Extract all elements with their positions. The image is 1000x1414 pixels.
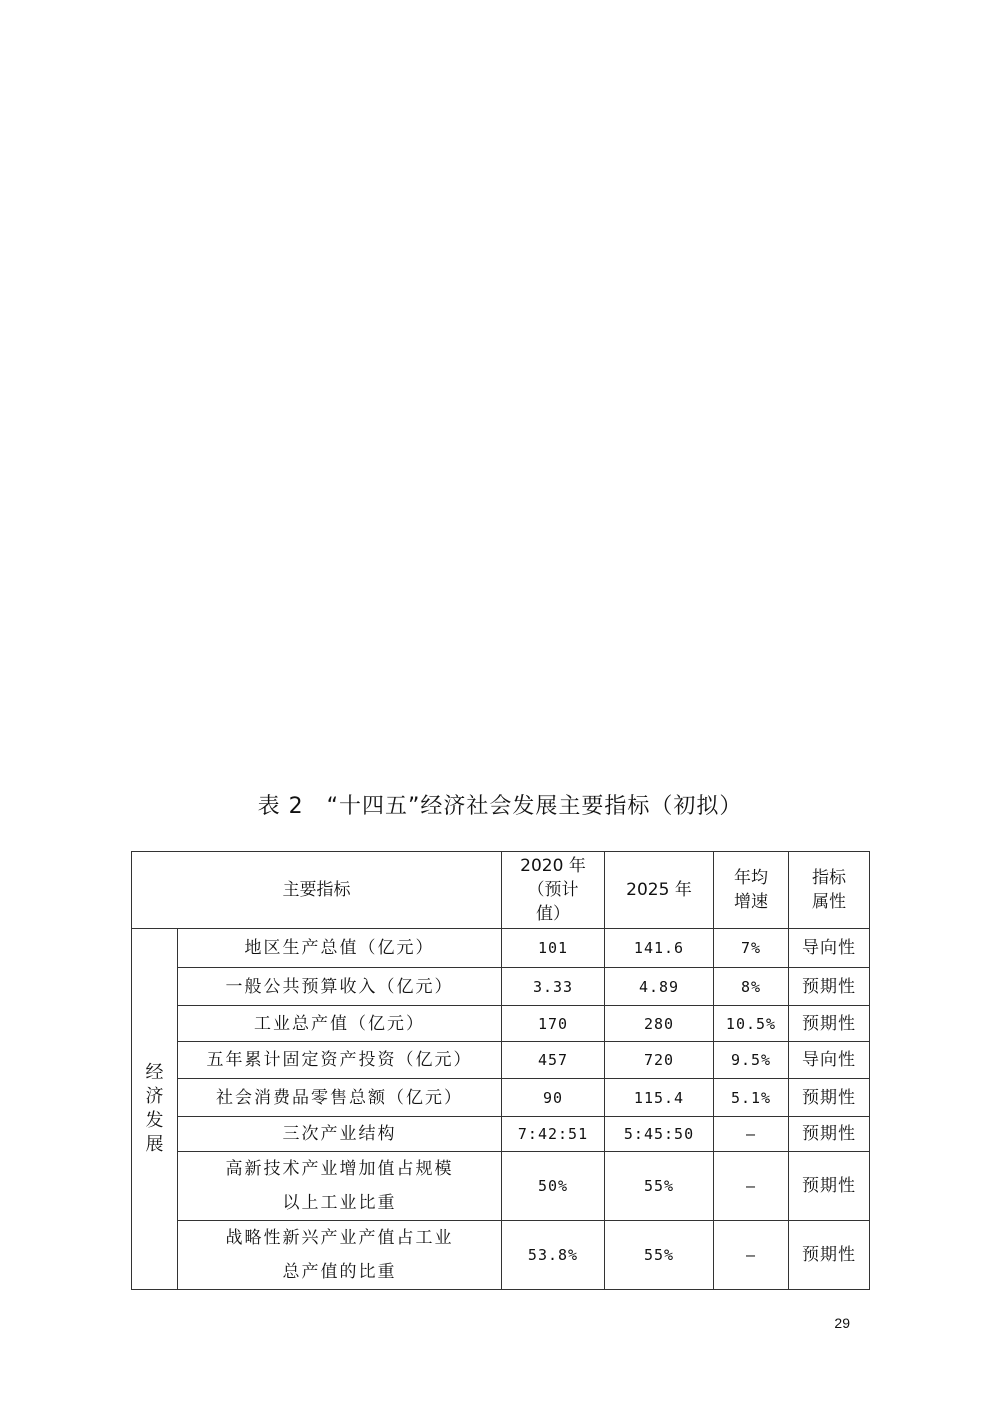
header-growth-line1: 年均	[734, 868, 768, 888]
value-2025: 141.6	[605, 929, 714, 968]
table-row	[132, 1117, 870, 1152]
value-2025: 55%	[605, 1152, 714, 1221]
category-char: 发	[145, 1110, 164, 1131]
header-2020-line2: （预计	[527, 880, 579, 900]
indicator-name	[178, 1221, 502, 1290]
indicator-attribute: 导向性	[789, 1042, 870, 1079]
header-2020-line1: 2020 年	[520, 856, 586, 876]
indicator-name: 地区生产总值（亿元）	[178, 929, 502, 968]
indicator-attribute: 预期性	[789, 968, 870, 1006]
category-char: 展	[145, 1134, 164, 1155]
category-char: 济	[145, 1086, 164, 1107]
indicator-attribute: 预期性	[789, 1117, 870, 1152]
indicator-name	[178, 1152, 502, 1221]
indicator-name-line2: 以上工业比重	[282, 1193, 397, 1213]
table-row	[132, 1006, 870, 1042]
indicator-attribute: 预期性	[789, 1152, 870, 1221]
value-2025: 55%	[605, 1221, 714, 1290]
value-2025: 280	[605, 1006, 714, 1042]
indicator-name: 五年累计固定资产投资（亿元）	[178, 1042, 502, 1079]
value-2025: 720	[605, 1042, 714, 1079]
growth-rate: 10.5%	[714, 1006, 789, 1042]
value-2020: 457	[502, 1042, 605, 1079]
table-row	[132, 1042, 870, 1079]
value-2020: 7:42:51	[502, 1117, 605, 1152]
growth-rate: 8%	[714, 968, 789, 1006]
header-2020	[502, 852, 605, 929]
growth-rate: —	[714, 1152, 789, 1221]
header-growth	[714, 852, 789, 929]
table-row	[132, 1221, 870, 1290]
value-2025: 4.89	[605, 968, 714, 1006]
growth-rate: 9.5%	[714, 1042, 789, 1079]
table-caption: 表 2 “十四五”经济社会发展主要指标（初拟）	[257, 794, 743, 819]
indicator-name: 工业总产值（亿元）	[178, 1006, 502, 1042]
header-row	[132, 852, 870, 929]
table-row	[132, 1079, 870, 1117]
header-2020-line3: 值）	[536, 904, 570, 924]
growth-rate: 5.1%	[714, 1079, 789, 1117]
indicator-name-line1: 高新技术产业增加值占规模	[225, 1159, 454, 1179]
growth-rate: —	[714, 1117, 789, 1152]
indicator-name: 一般公共预算收入（亿元）	[178, 968, 502, 1006]
indicator-name: 三次产业结构	[178, 1117, 502, 1152]
indicator-attribute: 预期性	[789, 1006, 870, 1042]
table-row	[132, 968, 870, 1006]
header-attribute-line2: 属性	[812, 892, 846, 912]
header-growth-line2: 增速	[734, 892, 768, 912]
indicators-table	[131, 851, 870, 1290]
value-2020: 3.33	[502, 968, 605, 1006]
indicators-table-container	[131, 851, 870, 1290]
value-2025: 5:45:50	[605, 1117, 714, 1152]
indicator-name-line1: 战略性新兴产业产值占工业	[225, 1228, 454, 1248]
value-2020: 170	[502, 1006, 605, 1042]
header-attribute	[789, 852, 870, 929]
value-2020: 90	[502, 1079, 605, 1117]
table-row	[132, 929, 870, 968]
table-row	[132, 1152, 870, 1221]
value-2020: 53.8%	[502, 1221, 605, 1290]
growth-rate: —	[714, 1221, 789, 1290]
header-attribute-line1: 指标	[812, 868, 846, 888]
indicator-name: 社会消费品零售总额（亿元）	[178, 1079, 502, 1117]
page-number: 29	[834, 1315, 850, 1331]
value-2025: 115.4	[605, 1079, 714, 1117]
indicator-attribute: 预期性	[789, 1079, 870, 1117]
category-cell	[132, 929, 178, 1290]
value-2020: 50%	[502, 1152, 605, 1221]
growth-rate: 7%	[714, 929, 789, 968]
indicator-attribute: 导向性	[789, 929, 870, 968]
header-2025: 2025 年	[605, 852, 714, 929]
value-2020: 101	[502, 929, 605, 968]
indicator-attribute: 预期性	[789, 1221, 870, 1290]
header-indicator: 主要指标	[132, 852, 502, 929]
indicator-name-line2: 总产值的比重	[282, 1262, 397, 1282]
category-char: 经	[145, 1062, 164, 1083]
